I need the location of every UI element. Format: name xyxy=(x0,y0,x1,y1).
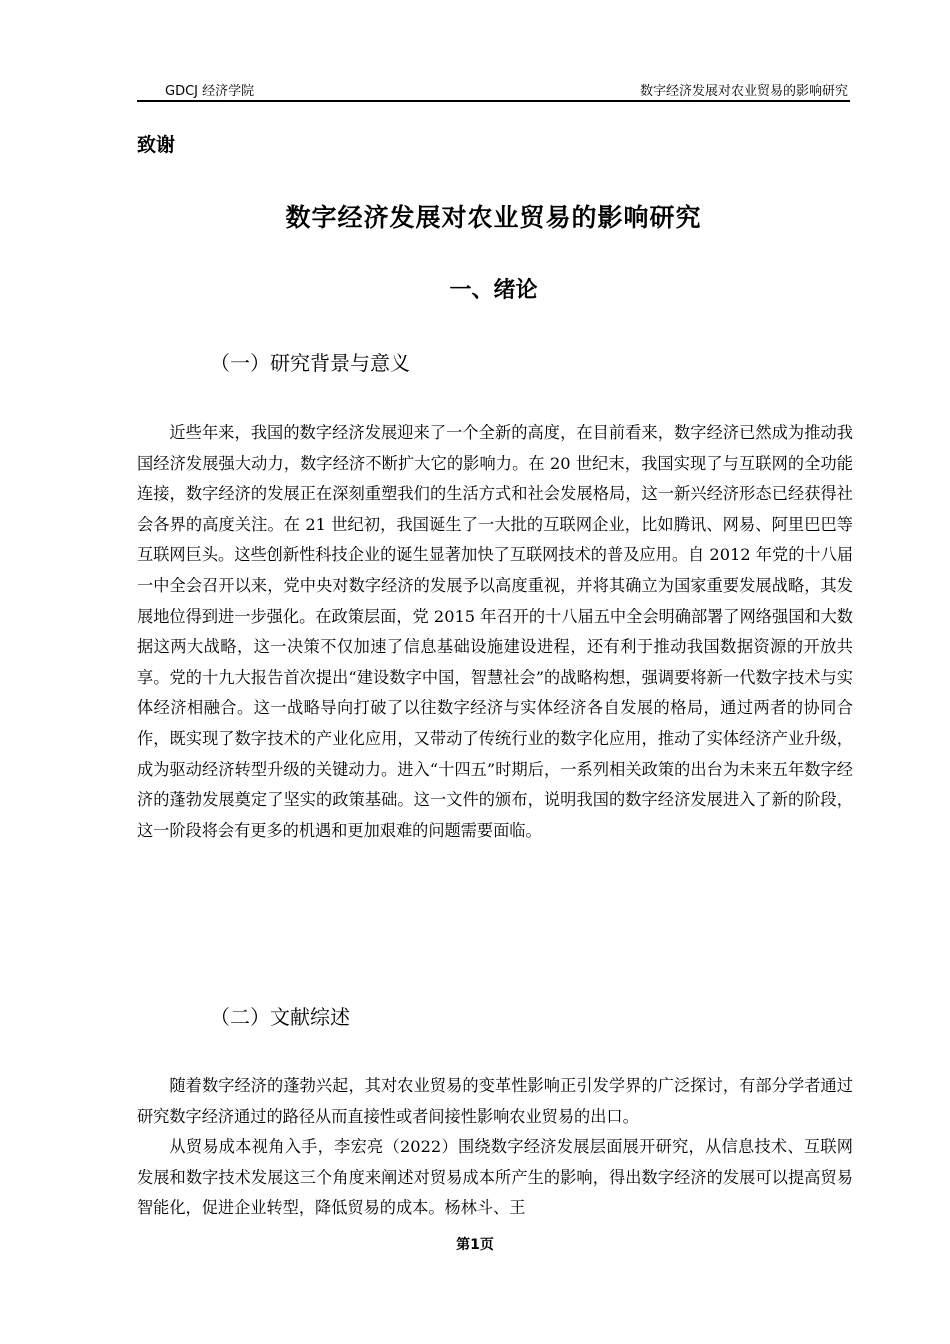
page-header xyxy=(137,78,850,102)
section-title-literature: （二）文献综述 xyxy=(210,1005,350,1029)
paragraph: 近些年来，我国的数字经济发展迎来了一个全新的高度，在目前看来，数字经济已然成为推动我国经济发展强大动力，数字经济不断扩大它的影响力。在 20 世纪末，我国实现了与互联网的全功能连接，数字经济的发展正在深刻重塑我们的生活方式和社会发展格局，这一新兴经济形态已经获得社会各界的高度关注。在 21 世纪初，我国诞生了一大批的互联网企业，比如腾讯、网易、阿里巴巴等互联网巨头。这些创新性科技企业的诞生显著加快了互联网技术的普及应用。自 2012 年党的十八届一中全会召开以来，党中央对数字经济的发展予以高度重视，并将其确立为国家重要发展战略，其发展地位得到进一步强化。在政策层面，党 2015 年召开的十八届五中全会明确部署了网络强国和大数据这两大战略，这一决策不仅加速了信息基础设施建设进程，还有利于推动我国数据资源的开放共享。党的十九大报告首次提出“建设数字中国，智慧社会”的战略构想，强调要将新一代数字技术与实体经济相融合。这一战略导向打破了以往数字经济与实体经济各自发展的格局，通过两者的协同合作，既实现了数字技术的产业化应用，又带动了传统行业的数字化应用，推动了实体经济产业升级，成为驱动经济转型升级的关键动力。进入“十四五”时期后，一系列相关政策的出台为未来五年数字经济的蓬勃发展奠定了坚实的政策基础。这一文件的颁布，说明我国的数字经济发展进入了新的阶段，这一阶段将会有更多的机遇和更加艰难的问题需要面临。 xyxy=(137,423,853,840)
document-title: 数字经济发展对农业贸易的影响研究 xyxy=(285,203,702,232)
paragraph: 随着数字经济的蓬勃兴起，其对农业贸易的变革性影响正引发学界的广泛探讨，有部分学者通过研究数字经济通过的路径从而直接性或者间接性影响农业贸易的出口。 xyxy=(137,1076,853,1126)
page-number: 第1页 xyxy=(456,1237,494,1253)
paragraph: 从贸易成本视角入手，李宏亮（2022）围绕数字经济发展层面展开研究，从信息技术、互联网发展和数字技术发展这三个角度来阐述对贸易成本所产生的影响，得出数字经济的发展可以提高贸易智能化，促进企业转型，降低贸易的成本。杨林斗、王 xyxy=(137,1137,853,1218)
header-running-title: 数字经济发展对农业贸易的影响研究 xyxy=(639,84,848,99)
section-title-background: （一）研究背景与意义 xyxy=(210,351,410,375)
header-school: GDCJ 经济学院 xyxy=(165,84,255,99)
section-body-literature xyxy=(137,1071,853,1224)
chapter-title: 一、绪论 xyxy=(449,278,538,303)
section-body-background xyxy=(137,418,853,846)
acknowledgement-heading: 致谢 xyxy=(137,134,176,156)
